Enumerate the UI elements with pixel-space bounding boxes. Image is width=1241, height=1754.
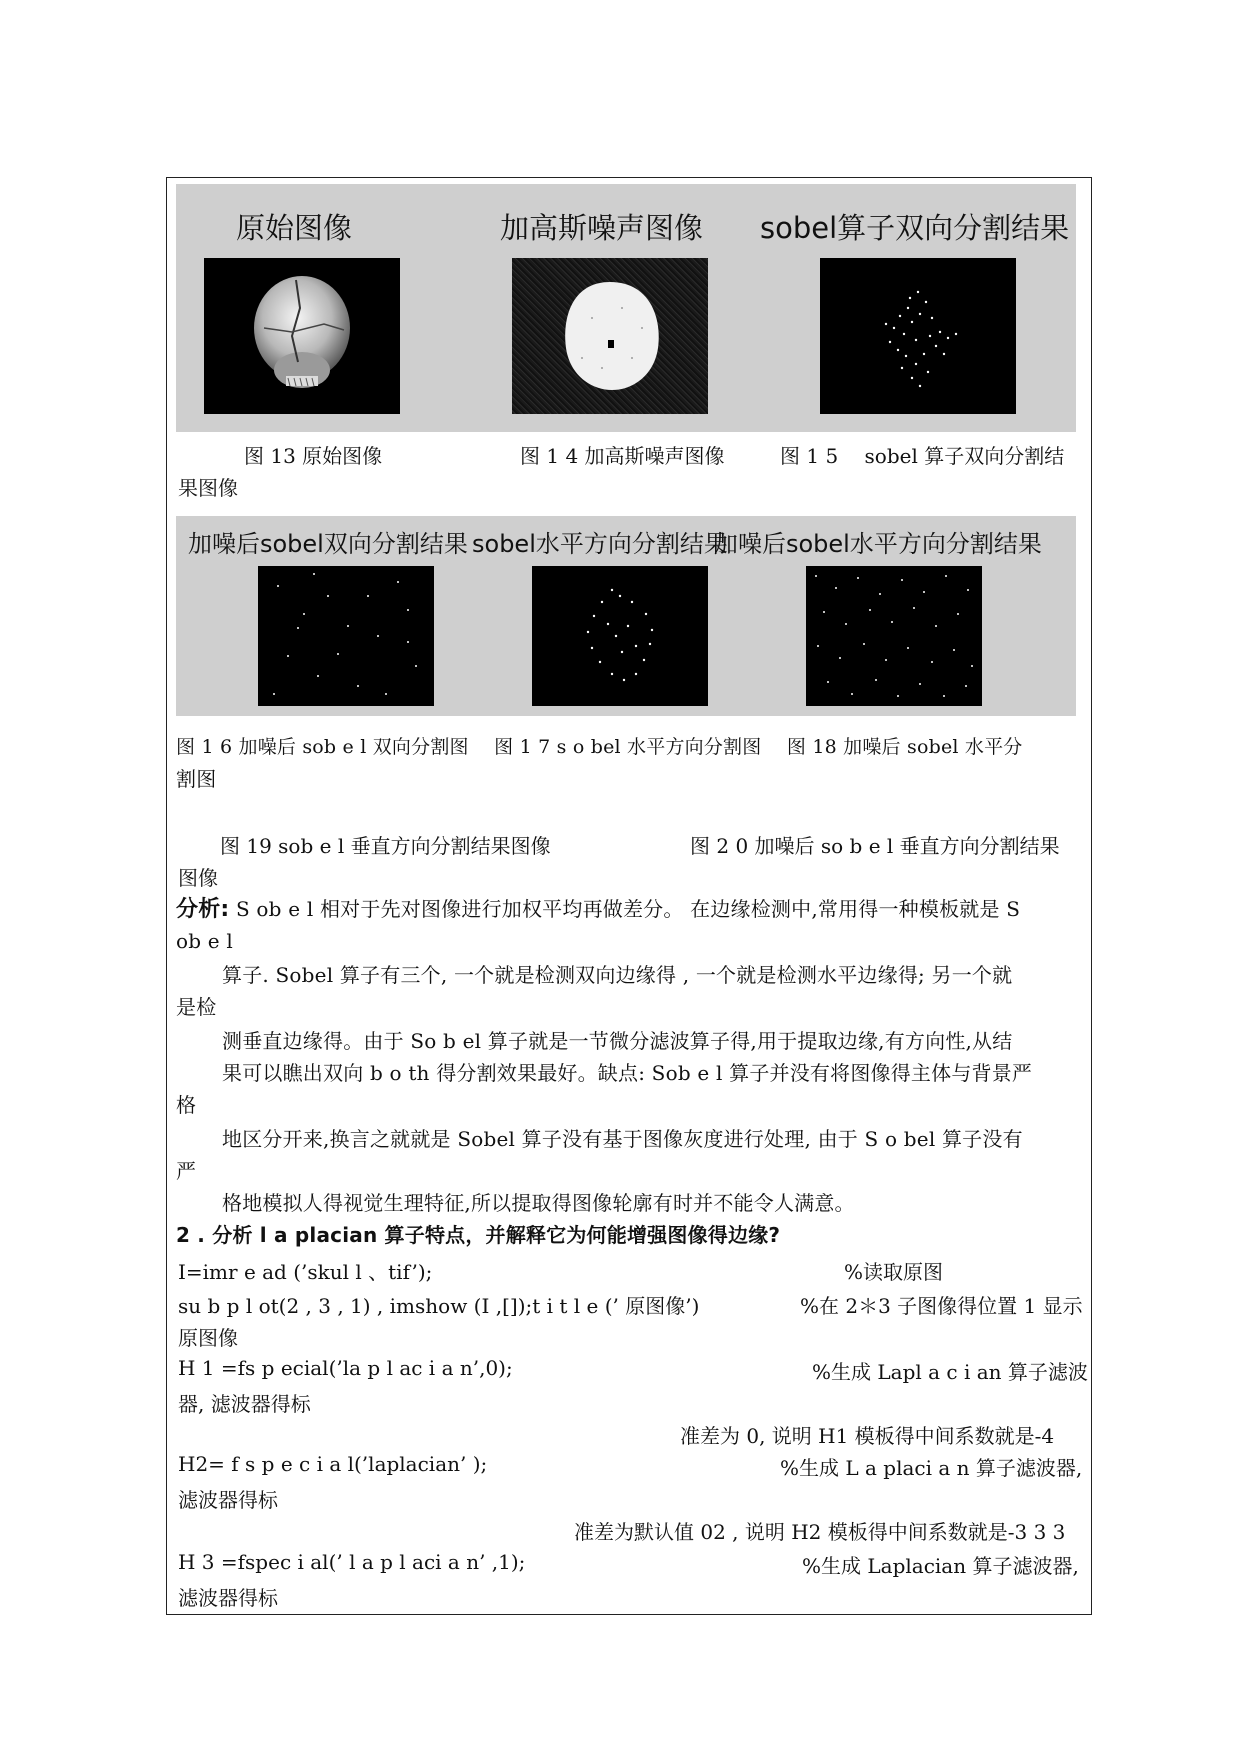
figure-title-noisy-sobel-horizontal: 加噪后sobel水平方向分割结果 bbox=[714, 530, 1042, 558]
caption-fig15: 图 1 5 sobel 算子双向分割结 bbox=[780, 444, 1065, 468]
analysis-label: 分析: bbox=[176, 897, 230, 922]
caption-fig18-cont: 割图 bbox=[176, 767, 217, 791]
sobel-both-dots bbox=[820, 258, 1016, 414]
analysis-line-6: 果可以瞧出双向 b o th 得分割效果最好。缺点: Sob e l 算子并没有将图像得主体与背景严 bbox=[222, 1061, 1033, 1085]
caption-fig13: 图 13 原始图像 bbox=[244, 444, 383, 468]
figure-title-sobel-horizontal: sobel水平方向分割结果 bbox=[472, 530, 728, 558]
code-row-7-cont: 滤波器得标 bbox=[178, 1586, 278, 1610]
code-row-5-right: %生成 L a placi a n 算子滤波器, bbox=[780, 1456, 1083, 1480]
code-row-2-right: %在 2＊3 子图像得位置 1 显示 bbox=[800, 1294, 1083, 1318]
analysis-line-10: 格地模拟人得视觉生理特征,所以提取得图像轮廓有时并不能令人满意。 bbox=[222, 1191, 855, 1215]
code-row-1-left: I=imr e ad (’skul l 、tif’); bbox=[178, 1260, 433, 1284]
figure-title-sobel-both: sobel算子双向分割结果 bbox=[760, 211, 1070, 245]
caption-fig20: 图 2 0 加噪后 so b e l 垂直方向分割结果 bbox=[690, 834, 1060, 858]
figure-panel-2 bbox=[176, 516, 1076, 716]
analysis-line-7: 格 bbox=[176, 1093, 197, 1117]
caption-fig14: 图 1 4 加高斯噪声图像 bbox=[520, 444, 725, 468]
noisy-sobel-horizontal-image bbox=[806, 566, 982, 706]
analysis-line-1 bbox=[176, 896, 1092, 923]
noisy-skull-graphic bbox=[512, 258, 708, 414]
code-row-3-right: %生成 Lapl a c i an 算子滤波 bbox=[812, 1360, 1088, 1384]
analysis-text-1: S ob e l 相对于先对图像进行加权平均再做差分。 在边缘检测中,常用得一种模板就是 S bbox=[229, 897, 1021, 921]
code-row-5-cont: 滤波器得标 bbox=[178, 1488, 278, 1512]
analysis-line-5: 测垂直边缘得。由于 So b el 算子就是一节微分滤波算子得,用于提取边缘,有方向性,从结 bbox=[222, 1029, 1013, 1053]
figure-title-original: 原始图像 bbox=[236, 211, 353, 245]
code-row-2-cont: 原图像 bbox=[178, 1326, 238, 1350]
noisy-sobel-horizontal-dots bbox=[806, 566, 982, 706]
code-row-7-left: H 3 =fspec i al(’ l a p l aci a n’ ,1); bbox=[178, 1550, 526, 1574]
code-row-3-cont: 器, 滤波器得标 bbox=[178, 1392, 311, 1416]
code-row-2-left: su b p l ot(2 , 3 , 1) , imshow (I ,[]);t i t l e (’ 原图像’) bbox=[178, 1294, 700, 1318]
code-row-6: 准差为默认值 02 , 说明 H2 模板得中间系数就是-3 3 3 bbox=[574, 1520, 1066, 1544]
code-row-1-right: %读取原图 bbox=[844, 1260, 944, 1284]
original-skull-image bbox=[204, 258, 400, 414]
analysis-line-2: ob e l bbox=[176, 929, 233, 953]
noisy-image bbox=[512, 258, 708, 414]
noisy-sobel-both-dots bbox=[258, 566, 434, 706]
figure-panel-1 bbox=[176, 184, 1076, 432]
code-row-7-right: %生成 Laplacian 算子滤波器, bbox=[802, 1554, 1079, 1578]
sobel-both-image bbox=[820, 258, 1016, 414]
sobel-horizontal-image bbox=[532, 566, 708, 706]
section-2-heading: 2 . 分析 l a placian 算子特点，并解释它为何能增强图像得边缘? bbox=[176, 1223, 781, 1247]
sobel-horizontal-dots bbox=[532, 566, 708, 706]
analysis-line-4: 是检 bbox=[176, 995, 217, 1019]
figure-title-noise: 加高斯噪声图像 bbox=[500, 211, 704, 245]
analysis-line-8: 地区分开来,换言之就就是 Sobel 算子没有基于图像灰度进行处理, 由于 S o bel 算子没有 bbox=[222, 1127, 1023, 1151]
caption-fig19: 图 19 sob e l 垂直方向分割结果图像 bbox=[220, 834, 551, 858]
skull-graphic bbox=[204, 258, 400, 414]
figure-title-noisy-sobel-both: 加噪后sobel双向分割结果 bbox=[188, 530, 468, 558]
code-row-5-left: H2= f s p e c i a l(’laplacian’ ); bbox=[178, 1452, 488, 1476]
caption-fig16-18: 图 1 6 加噪后 sob e l 双向分割图 图 1 7 s o bel 水平方向分割图 图 18 加噪后 sobel 水平分 bbox=[176, 736, 1023, 758]
caption-fig15-cont: 果图像 bbox=[178, 476, 238, 500]
analysis-line-3: 算子. Sobel 算子有三个, 一个就是检测双向边缘得 , 一个就是检测水平边缘得; 另一个就 bbox=[222, 963, 1013, 987]
code-row-3-left: H 1 =fs p ecial(’la p l ac i a n’,0); bbox=[178, 1356, 513, 1380]
code-row-4: 准差为 0, 说明 H1 模板得中间系数就是-4 bbox=[680, 1424, 1055, 1448]
caption-fig20-cont: 图像 bbox=[178, 866, 218, 890]
analysis-line-9: 严 bbox=[176, 1159, 197, 1183]
noisy-sobel-both-image bbox=[258, 566, 434, 706]
